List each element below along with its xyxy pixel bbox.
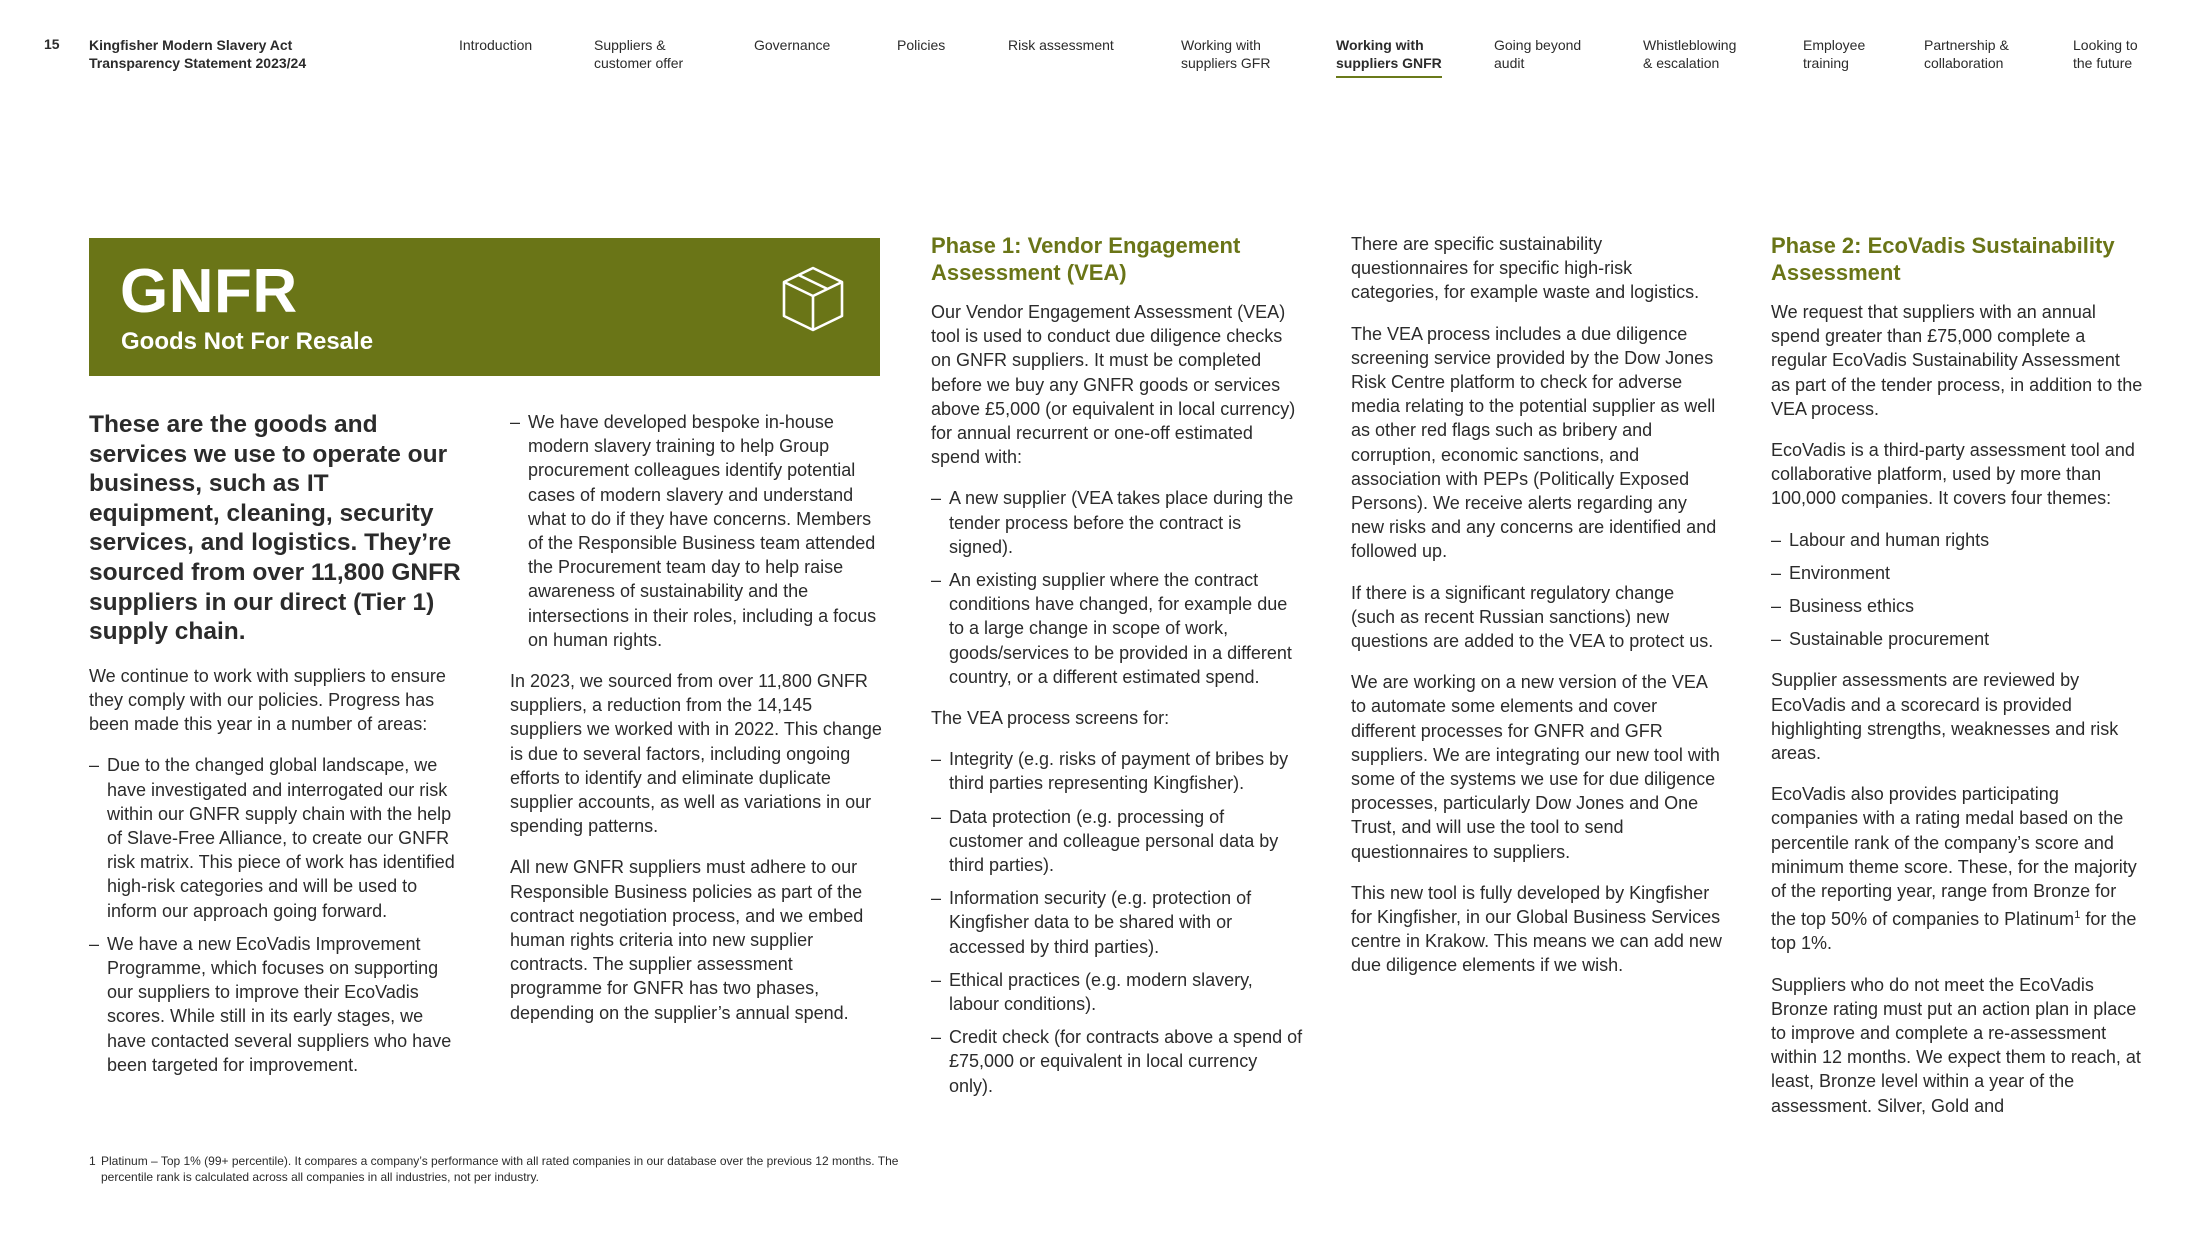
- list-item: – Data protection (e.g. processing of customer and colleague personal data by third parties).: [931, 805, 1303, 878]
- page-number: 15: [44, 36, 60, 52]
- nav-whistleblowing-escalation[interactable]: [1643, 36, 1736, 72]
- nav-suppliers-customer-offer[interactable]: [594, 36, 683, 72]
- paragraph: If there is a significant regulatory change (such as recent Russian sanctions) new questions are added to the VEA to protect us.: [1351, 582, 1714, 652]
- nav-label: audit: [1494, 55, 1525, 71]
- list-item: – Integrity (e.g. risks of payment of bribes by third parties representing Kingfisher).: [931, 747, 1303, 795]
- nav-label: suppliers GNFR: [1336, 55, 1442, 71]
- paragraph: EcoVadis is a third-party assessment tool and collaborative platform, used by more than 100,000 companies. It covers four themes:: [1771, 440, 2135, 509]
- lead-paragraph: These are the goods and services we use to operate our business, such as IT equipment, cleaning, security services, and logistics. They’re sourced from over 11,800 GNFR suppliers in our direct (Tier 1) supply chain.: [89, 411, 461, 646]
- nav-label: Working with: [1336, 37, 1424, 53]
- footnote-text: Platinum – Top 1% (99+ percentile). It compares a company’s performance with all rated companies in our database over the previous 12 months. The percentile rank is calculated across all companies in all industries, not per industry.: [101, 1154, 899, 1184]
- nav-label: customer offer: [594, 55, 684, 71]
- paragraph-medals: [1771, 782, 2143, 955]
- nav-policies[interactable]: [897, 36, 945, 54]
- vea-trigger-list: [931, 486, 1303, 689]
- paragraph: In 2023, we sourced from over 11,800 GNFR suppliers, a reduction from the 14,145 suppliers we worked with in 2022. This change is due to several factors, including ongoing efforts to identify and eliminate duplicate supplier accounts, as well as variations in our spending patterns.: [510, 671, 882, 837]
- nav-partnership-collaboration[interactable]: [1924, 36, 2009, 72]
- paragraph: We request that suppliers with an annual spend greater than £75,000 complete a regular EcoVadis Sustainability Assessment as part of the tender process, in addition to the VEA process.: [1771, 302, 2143, 419]
- nav-label: Governance: [754, 37, 831, 53]
- nav-employee-training[interactable]: [1803, 36, 1865, 72]
- nav-label: Policies: [897, 37, 946, 53]
- nav-going-beyond-audit[interactable]: [1494, 36, 1581, 72]
- footnote-ref[interactable]: 1: [2074, 909, 2081, 922]
- column-training-sourcing: [510, 410, 882, 1042]
- column-vea-process: [1351, 232, 1723, 995]
- nav-working-with-suppliers-gnfr[interactable]: [1336, 36, 1442, 78]
- nav-label: Partnership &: [1924, 37, 2009, 53]
- paragraph: There are specific sustainability questionnaires for specific high-risk categories, for example waste and logistics.: [1351, 234, 1700, 303]
- nav-label: suppliers GFR: [1181, 55, 1271, 71]
- paragraph: Supplier assessments are reviewed by EcoVadis and a scorecard is provided highlighting strengths, weaknesses and risk areas.: [1771, 670, 2119, 764]
- nav-label: Introduction: [459, 37, 533, 53]
- list-item: – A new supplier (VEA takes place during the tender process before the contract is signed).: [931, 486, 1303, 559]
- phase-1-heading: Phase 1: Vendor Engagement Assessment (VEA): [931, 233, 1241, 285]
- paragraph: This new tool is fully developed by Kingfisher for Kingfisher, in our Global Business Services centre in Krakow. This means we can add new due diligence elements if we wish.: [1351, 882, 1722, 976]
- nav-governance[interactable]: [754, 36, 830, 54]
- nav-looking-to-the-future[interactable]: [2073, 36, 2138, 72]
- banner-title: GNFR: [120, 257, 298, 326]
- paragraph: Suppliers who do not meet the EcoVadis Bronze rating must put an action plan in place to improve and complete a re-assessment within 12 months. We expect them to reach, at least, Bronze level within a year of the assessment. Silver, Gold and: [1771, 974, 2141, 1116]
- nav-label: Risk assessment: [1008, 37, 1114, 53]
- vea-screening-list: [931, 747, 1303, 1098]
- ecovadis-themes-list: [1771, 528, 2143, 652]
- gnfr-banner: [89, 238, 880, 376]
- list-item: – Environment: [1771, 561, 2143, 585]
- footnote: [89, 1154, 909, 1185]
- nav-label: Working with: [1181, 37, 1261, 53]
- nav-label: Suppliers &: [594, 37, 666, 53]
- document-title: [89, 36, 306, 72]
- text-run: for the top 1%.: [1771, 909, 2137, 954]
- progress-list: [89, 753, 461, 1077]
- column-phase-2: [1771, 232, 2143, 1135]
- training-list: [510, 410, 882, 652]
- nav-label: collaboration: [1924, 55, 2004, 71]
- list-item: – We have developed bespoke in-house modern slavery training to help Group procurement colleagues identify potential cases of modern slavery and understand what to do if they have concerns. Members of the Responsible Business team attended the Procurement team day to help raise awareness of sustainability and the intersections in their roles, including a focus on human rights.: [510, 410, 882, 652]
- nav-label: Whistleblowing: [1643, 37, 1737, 53]
- nav-risk-assessment[interactable]: [1008, 36, 1114, 54]
- list-item: – We have a new EcoVadis Improvement Programme, which focuses on supporting our suppliers to improve their EcoVadis scores. While still in its early stages, we have contacted several suppliers who have been targeted for improvement.: [89, 932, 461, 1077]
- paragraph: We continue to work with suppliers to ensure they comply with our policies. Progress has been made this year in a number of areas:: [89, 665, 446, 735]
- nav-working-with-suppliers-gfr[interactable]: [1181, 36, 1270, 72]
- paragraph: We are working on a new version of the VEA to automate some elements and cover different processes for GNFR and GFR suppliers. We are integrating our new tool with some of the systems we use for due diligence processes, particularly Dow Jones and One Trust, and will use the tool to send questionnaires to suppliers.: [1351, 672, 1720, 862]
- column-intro: [89, 410, 461, 1094]
- list-item: – An existing supplier where the contract conditions have changed, for example due to a large change in scope of work, goods/services to be provided in a different country, or a different estimated spend.: [931, 568, 1303, 689]
- list-item: – Due to the changed global landscape, we have investigated and interrogated our risk within our GNFR supply chain with the help of Slave-Free Alliance, to create our GNFR risk matrix. This piece of work has identified high-risk categories and will be used to inform our approach going forward.: [89, 753, 461, 922]
- document-title-line2: Transparency Statement 2023/24: [89, 55, 307, 71]
- nav-label: Going beyond: [1494, 37, 1582, 53]
- box-icon: [780, 264, 846, 334]
- paragraph: The VEA process includes a due diligence screening service provided by the Dow Jones Risk Centre platform to check for adverse media relating to the potential supplier as well as other red flags such as bribery and corruption, economic sanctions, and association with PEPs (Politically Exposed Persons). We receive alerts regarding any new risks and any concerns are identified and followed up.: [1351, 323, 1717, 562]
- nav-label: & escalation: [1643, 55, 1720, 71]
- paragraph: All new GNFR suppliers must adhere to our Responsible Business policies as part of the contract negotiation process, and we embed human rights criteria into new supplier contracts. The supplier assessment programme for GNFR has two phases, depending on the supplier’s annual spend.: [510, 857, 864, 1023]
- column-phase-1: [931, 232, 1303, 1115]
- paragraph: Our Vendor Engagement Assessment (VEA) tool is used to conduct due diligence checks on GNFR suppliers. It must be completed before we buy any GNFR goods or services above £5,000 (or equivalent in local currency) for annual recurrent or one-off estimated spend with:: [931, 302, 1296, 468]
- nav-label: Looking to: [2073, 37, 2138, 53]
- banner-subtitle: Goods Not For Resale: [121, 328, 374, 355]
- list-item: – Sustainable procurement: [1771, 627, 2143, 651]
- list-item: – Information security (e.g. protection of Kingfisher data to be shared with or accessed by third parties).: [931, 886, 1303, 959]
- paragraph: The VEA process screens for:: [931, 708, 1170, 729]
- list-item: – Business ethics: [1771, 594, 2143, 618]
- nav-label: the future: [2073, 55, 2133, 71]
- nav-introduction[interactable]: [459, 36, 532, 54]
- footnote-number: 1: [89, 1154, 96, 1168]
- list-item: – Ethical practices (e.g. modern slavery, labour conditions).: [931, 968, 1303, 1016]
- nav-label: Employee: [1803, 37, 1866, 53]
- nav-label: training: [1803, 55, 1849, 71]
- phase-2-heading: Phase 2: EcoVadis Sustainability Assessment: [1771, 233, 2115, 285]
- text-run: EcoVadis also provides participating companies with a rating medal based on the percentile rank of the company’s score and minimum theme score. These, for the majority of the reporting year, range from Bronze for the top 50% of companies to Platinum: [1771, 784, 2137, 930]
- list-item: – Labour and human rights: [1771, 528, 2143, 552]
- list-item: – Credit check (for contracts above a spend of £75,000 or equivalent in local currency only).: [931, 1025, 1303, 1098]
- document-title-line1: Kingfisher Modern Slavery Act: [89, 37, 293, 53]
